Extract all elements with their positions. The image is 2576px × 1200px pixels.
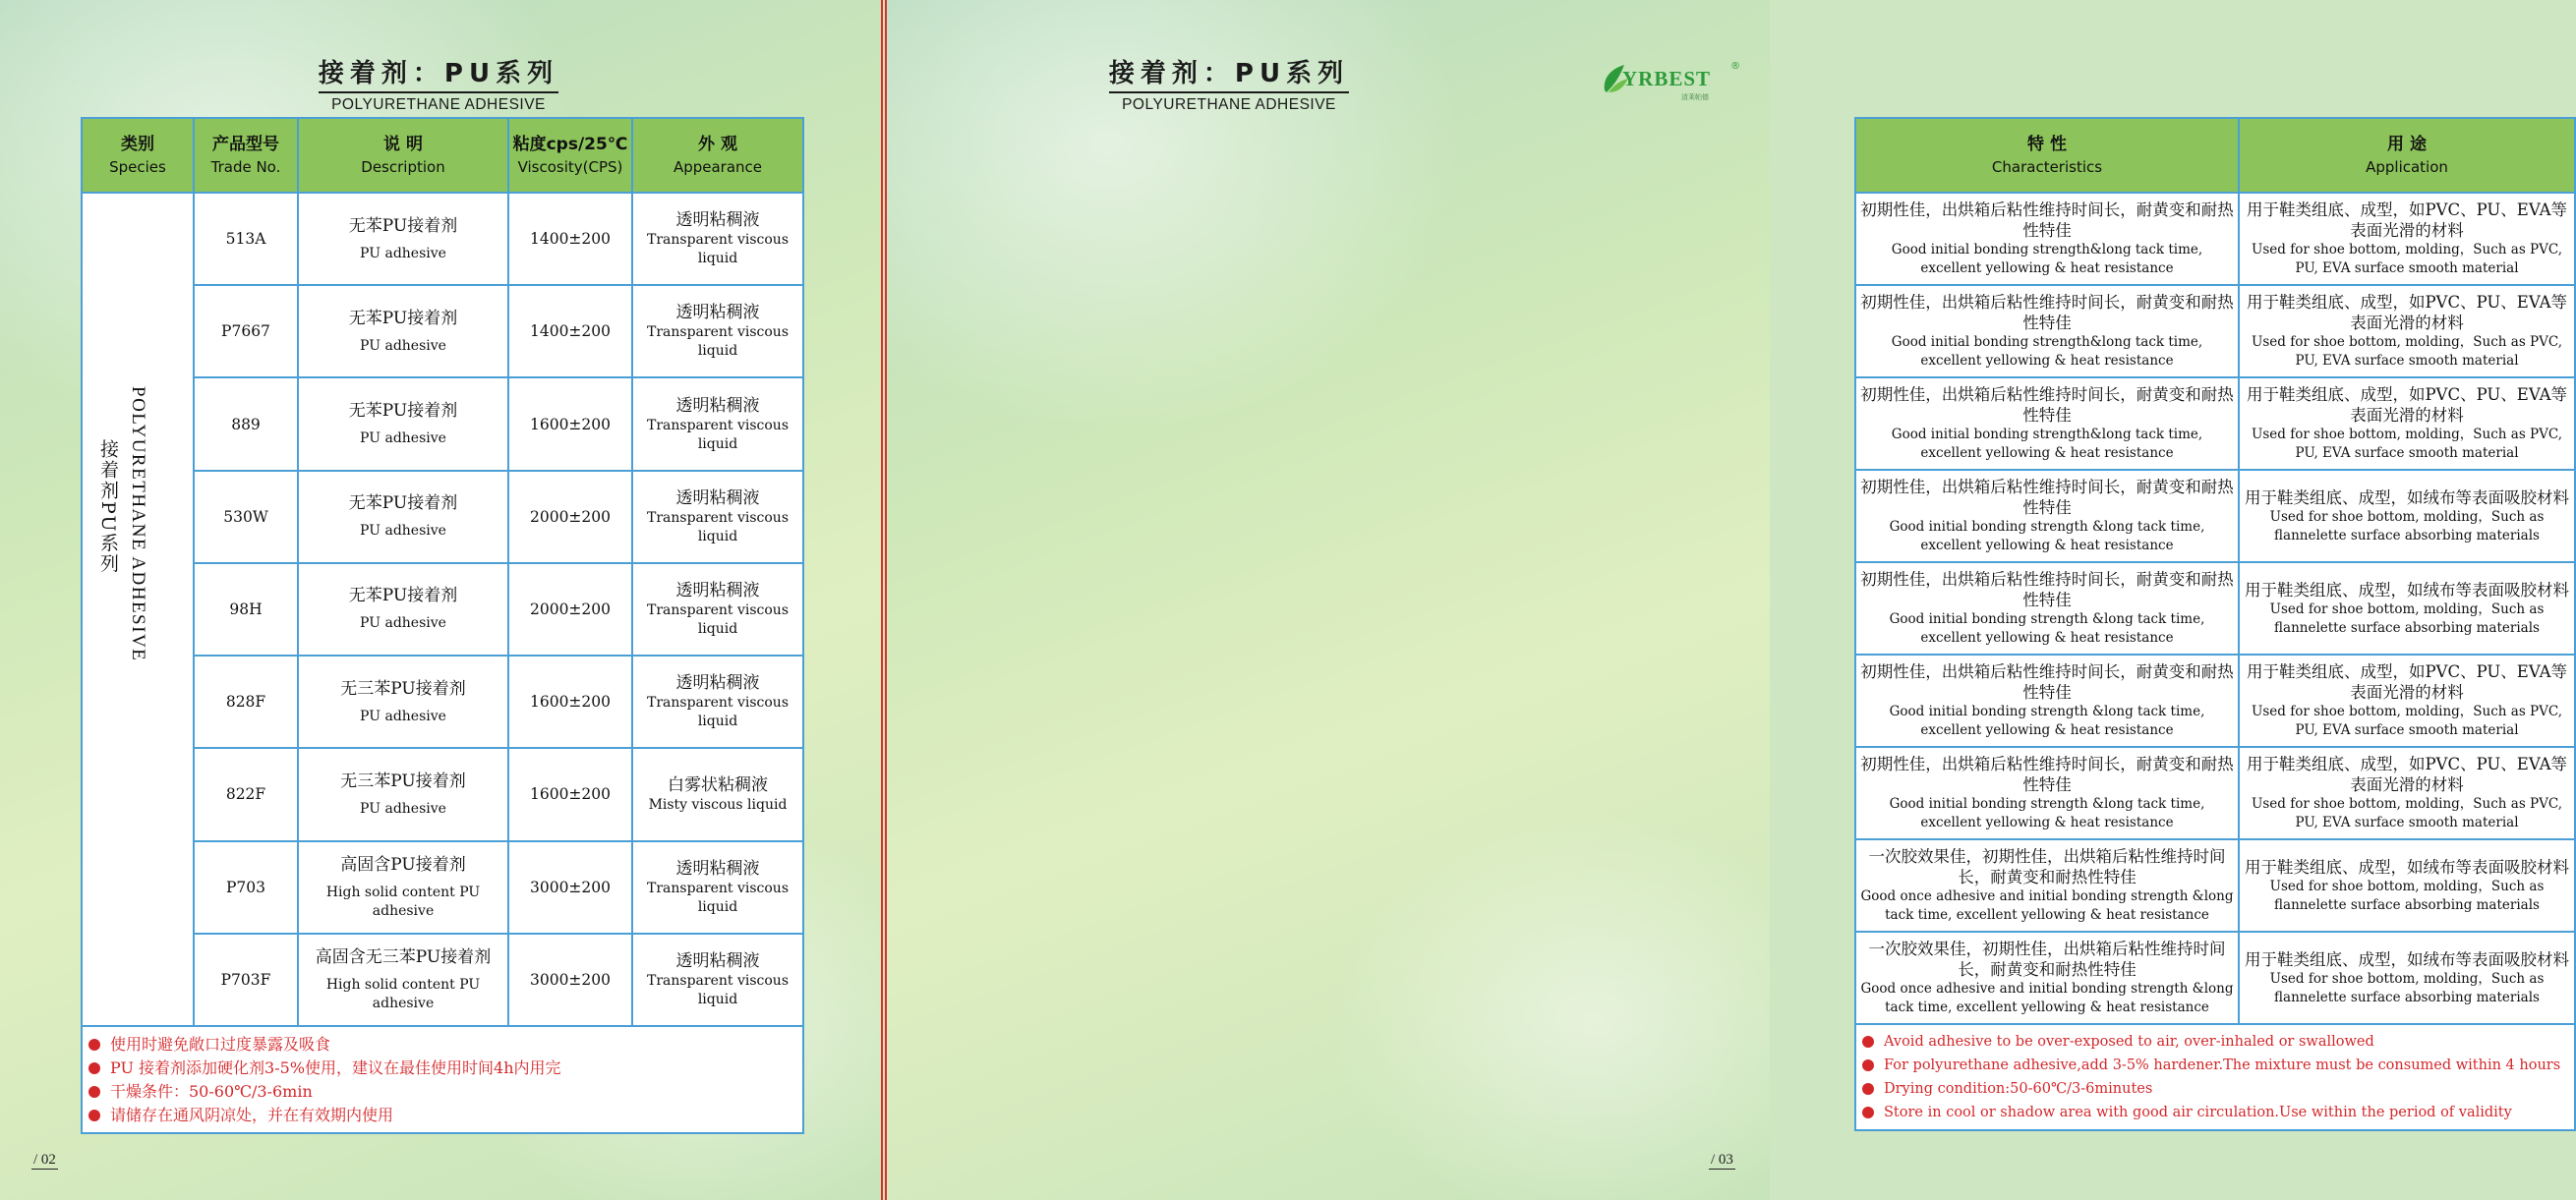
left-notes-row	[82, 1026, 803, 1133]
characteristics-cn: 初期性佳，出烘箱后粘性维持时间长，耐黄变和耐热性特佳	[1860, 385, 2234, 425]
description-cn: 无苯PU接着剂	[348, 493, 458, 514]
description-cell	[298, 193, 508, 285]
bullet-dot-icon	[1862, 1059, 1874, 1071]
bullet-dot-icon	[88, 1110, 100, 1121]
description-en: High solid content PU adhesive	[325, 976, 481, 1011]
application-cn: 用于鞋类组底、成型，如绒布等表面吸胶材料	[2245, 857, 2569, 877]
table-row	[1855, 562, 2575, 655]
application-cell	[2239, 470, 2575, 562]
characteristics-cell	[1855, 655, 2239, 747]
application-en: Used for shoe bottom, molding，Such as PVC, PU, EVA surface smooth material	[2251, 334, 2563, 369]
left-notes	[82, 1026, 803, 1133]
header-species	[82, 118, 194, 193]
appearance-cell	[632, 563, 803, 656]
header-application-cn: 用 途	[2387, 135, 2427, 154]
header-viscosity-en: Viscosity(CPS)	[517, 158, 623, 176]
table-row	[82, 193, 803, 285]
left-header-row	[82, 118, 803, 193]
header-viscosity-cn: 粘度cps/25℃	[512, 135, 628, 154]
appearance-cn: 透明粘稠液	[675, 950, 760, 971]
application-cn: 用于鞋类组底、成型，如绒布等表面吸胶材料	[2245, 580, 2569, 600]
description-cell	[298, 656, 508, 748]
right-note-text: Drying condition:50-60℃/3-6minutes	[1884, 1081, 2153, 1097]
appearance-en: Transparent viscous liquid	[647, 232, 789, 267]
application-en: Used for shoe bottom, molding，Such as PVC, PU, EVA surface smooth material	[2251, 427, 2563, 461]
description-cell	[298, 841, 508, 934]
appearance-en: Transparent viscous liquid	[647, 972, 789, 1007]
trade-no-cell: 889	[194, 377, 298, 470]
bullet-dot-icon	[1862, 1036, 1874, 1048]
application-cn: 用于鞋类组底、成型，如PVC、PU、EVA等表面光滑的材料	[2246, 755, 2568, 794]
trade-no-cell: P703F	[194, 934, 298, 1026]
bullet-dot-icon	[88, 1039, 100, 1051]
description-en: PU adhesive	[360, 708, 446, 724]
appearance-cell	[632, 471, 803, 563]
appearance-en: Transparent viscous liquid	[647, 601, 789, 637]
right-note-text: For polyurethane adhesive,add 3-5% hardener.The mixture must be consumed within 4 hours	[1884, 1057, 2561, 1073]
header-application	[2239, 118, 2575, 193]
characteristics-cell	[1855, 193, 2239, 285]
description-cn: 高固含PU接着剂	[340, 854, 466, 875]
appearance-en: Misty viscous liquid	[648, 796, 788, 813]
appearance-en: Transparent viscous liquid	[647, 880, 789, 915]
description-cell	[298, 748, 508, 840]
right-note-text: Store in cool or shadow area with good air circulation.Use within the period of validity	[1884, 1105, 2512, 1120]
characteristics-en: Good initial bonding strength &long tack time, excellent yellowing & heat resistance	[1889, 704, 2205, 738]
logo-subtext: 渣莱帕德	[1681, 93, 1709, 101]
right-note	[1862, 1054, 2568, 1077]
appearance-cn: 透明粘稠液	[675, 210, 760, 231]
header-characteristics-cn: 特 性	[2027, 135, 2067, 154]
header-appearance-en: Appearance	[673, 158, 763, 176]
trade-no-cell: 530W	[194, 471, 298, 563]
characteristics-cell	[1855, 839, 2239, 932]
characteristics-en: Good initial bonding strength&long tack time, excellent yellowing & heat resistance	[1891, 334, 2203, 369]
description-cell	[298, 934, 508, 1026]
characteristics-en: Good initial bonding strength &long tack time, excellent yellowing & heat resistance	[1889, 796, 2205, 830]
species-en: POLYURETHANE ADHESIVE	[128, 386, 148, 662]
trade-no-cell: P703	[194, 841, 298, 934]
bullet-dot-icon	[88, 1062, 100, 1074]
characteristics-cell	[1855, 932, 2239, 1024]
appearance-cell	[632, 656, 803, 748]
trade-no-cell: P7667	[194, 285, 298, 377]
logo-text: YRBEST	[1622, 67, 1712, 90]
table-row	[1855, 655, 2575, 747]
species-cn: 接着剂PU系列	[97, 439, 119, 575]
appearance-cell	[632, 748, 803, 840]
description-cn: 无苯PU接着剂	[348, 586, 458, 606]
description-en: PU adhesive	[360, 615, 446, 632]
characteristics-cn: 一次胶效果佳，初期性佳，出烘箱后粘性维持时间长，耐黄变和耐热性特佳	[1868, 940, 2226, 979]
left-page-number: / 02	[33, 1152, 56, 1168]
species-cell	[82, 193, 194, 1026]
right-notes-row	[1855, 1024, 2575, 1130]
right-title-block	[1101, 53, 1357, 114]
application-en: Used for shoe bottom, molding，Such as flannelette surface absorbing materials	[2269, 600, 2545, 636]
characteristics-cn: 初期性佳，出烘箱后粘性维持时间长，耐黄变和耐热性特佳	[1860, 293, 2234, 332]
table-row	[1855, 285, 2575, 377]
header-description	[298, 118, 508, 193]
species-inner	[83, 194, 193, 1025]
application-cell	[2239, 193, 2575, 285]
right-note	[1862, 1030, 2568, 1054]
characteristics-cn: 初期性佳，出烘箱后粘性维持时间长，耐黄变和耐热性特佳	[1860, 755, 2234, 794]
appearance-cn: 透明粘稠液	[675, 580, 760, 600]
description-cell	[298, 285, 508, 377]
right-note	[1862, 1077, 2568, 1101]
table-row	[1855, 839, 2575, 932]
appearance-en: Transparent viscous liquid	[647, 695, 789, 730]
header-appearance-cn: 外 观	[698, 135, 737, 154]
appearance-cell	[632, 193, 803, 285]
application-cn: 用于鞋类组底、成型，如PVC、PU、EVA等表面光滑的材料	[2246, 662, 2568, 702]
viscosity-cell: 1400±200	[508, 193, 632, 285]
application-en: Used for shoe bottom, molding，Such as flannelette surface absorbing materials	[2269, 508, 2545, 543]
application-cell	[2239, 747, 2575, 839]
left-note-text: 干燥条件：50-60℃/3-6min	[110, 1081, 313, 1101]
bullet-dot-icon	[88, 1086, 100, 1098]
logo-registered-mark: ®	[1730, 61, 1740, 72]
appearance-cn: 透明粘稠液	[675, 487, 760, 508]
table-row	[1855, 470, 2575, 562]
left-title-block	[311, 53, 566, 114]
appearance-cell	[632, 285, 803, 377]
appearance-cell	[632, 934, 803, 1026]
application-cn: 用于鞋类组底、成型，如PVC、PU、EVA等表面光滑的材料	[2246, 293, 2568, 332]
description-en: PU adhesive	[360, 523, 446, 540]
description-cell	[298, 563, 508, 656]
header-trade-no-cn: 产品型号	[212, 135, 279, 154]
viscosity-cell: 1600±200	[508, 656, 632, 748]
application-cell	[2239, 377, 2575, 470]
header-characteristics	[1855, 118, 2239, 193]
right-title-en: POLYURETHANE ADHESIVE	[1122, 96, 1336, 113]
header-species-cn: 类别	[121, 135, 154, 154]
left-note-text: 请储存在通风阴凉处，并在有效期内使用	[110, 1105, 394, 1124]
table-row	[1855, 377, 2575, 470]
description-cn: 无三苯PU接着剂	[340, 678, 466, 699]
viscosity-cell: 2000±200	[508, 563, 632, 656]
characteristics-en: Good initial bonding strength&long tack time, excellent yellowing & heat resistance	[1891, 427, 2203, 461]
right-header-row	[1855, 118, 2575, 193]
application-cn: 用于鞋类组底、成型，如绒布等表面吸胶材料	[2245, 949, 2569, 969]
description-cn: 无苯PU接着剂	[348, 308, 458, 328]
viscosity-cell: 2000±200	[508, 471, 632, 563]
appearance-cell	[632, 841, 803, 934]
trade-no-cell: 513A	[194, 193, 298, 285]
characteristics-cn: 初期性佳，出烘箱后粘性维持时间长，耐黄变和耐热性特佳	[1860, 200, 2234, 240]
header-description-en: Description	[361, 158, 445, 176]
appearance-cn: 白雾状粘稠液	[668, 774, 768, 795]
trade-no-cell: 822F	[194, 748, 298, 840]
application-cell	[2239, 839, 2575, 932]
right-note-text: Avoid adhesive to be over-exposed to air, over-inhaled or swallowed	[1884, 1034, 2374, 1050]
characteristics-cn: 初期性佳，出烘箱后粘性维持时间长，耐黄变和耐热性特佳	[1860, 478, 2234, 517]
trade-no-cell: 828F	[194, 656, 298, 748]
right-properties-table	[1854, 117, 2576, 1131]
description-cn: 高固含无三苯PU接着剂	[315, 946, 492, 967]
application-en: Used for shoe bottom, molding，Such as PVC, PU, EVA surface smooth material	[2251, 242, 2563, 276]
application-en: Used for shoe bottom, molding，Such as flannelette surface absorbing materials	[2269, 878, 2545, 913]
header-trade-no	[194, 118, 298, 193]
application-en: Used for shoe bottom, molding，Such as PVC, PU, EVA surface smooth material	[2251, 796, 2563, 830]
right-page-number: / 03	[1711, 1152, 1733, 1168]
trade-no-cell: 98H	[194, 563, 298, 656]
viscosity-cell: 3000±200	[508, 934, 632, 1026]
description-cn: 无苯PU接着剂	[348, 401, 458, 422]
left-note	[88, 1080, 796, 1104]
table-row	[1855, 193, 2575, 285]
characteristics-cn: 初期性佳，出烘箱后粘性维持时间长，耐黄变和耐热性特佳	[1860, 662, 2234, 702]
viscosity-cell: 3000±200	[508, 841, 632, 934]
header-species-en: Species	[109, 158, 166, 176]
description-cell	[298, 471, 508, 563]
description-en: PU adhesive	[360, 337, 446, 354]
application-en: Used for shoe bottom, molding，Such as PVC, PU, EVA surface smooth material	[2251, 704, 2563, 738]
table-row	[1855, 747, 2575, 839]
description-en: High solid content PU adhesive	[325, 884, 481, 919]
appearance-cn: 透明粘稠液	[675, 673, 760, 694]
characteristics-en: Good initial bonding strength &long tack time, excellent yellowing & heat resistance	[1889, 611, 2205, 646]
appearance-cn: 透明粘稠液	[675, 395, 760, 416]
application-cell	[2239, 655, 2575, 747]
characteristics-cn: 一次胶效果佳，初期性佳，出烘箱后粘性维持时间长，耐黄变和耐热性特佳	[1868, 847, 2226, 886]
right-note	[1862, 1101, 2568, 1124]
characteristics-cell	[1855, 470, 2239, 562]
characteristics-cell	[1855, 285, 2239, 377]
description-cell	[298, 377, 508, 470]
application-cn: 用于鞋类组底、成型，如PVC、PU、EVA等表面光滑的材料	[2246, 385, 2568, 425]
brand-logo	[1601, 57, 1738, 104]
left-note	[88, 1057, 796, 1080]
left-note	[88, 1104, 796, 1127]
left-note	[88, 1033, 796, 1057]
viscosity-cell: 1400±200	[508, 285, 632, 377]
characteristics-cn: 初期性佳，出烘箱后粘性维持时间长，耐黄变和耐热性特佳	[1860, 570, 2234, 609]
application-cell	[2239, 562, 2575, 655]
appearance-cell	[632, 377, 803, 470]
description-en: PU adhesive	[360, 800, 446, 817]
right-notes	[1855, 1024, 2575, 1130]
bullet-dot-icon	[1862, 1083, 1874, 1095]
left-title-cn: 接着剂：PU系列	[319, 53, 558, 93]
header-viscosity	[508, 118, 632, 193]
header-appearance	[632, 118, 803, 193]
characteristics-cell	[1855, 747, 2239, 839]
description-cn: 无苯PU接着剂	[348, 215, 458, 236]
appearance-cn: 透明粘稠液	[675, 858, 760, 879]
application-cn: 用于鞋类组底、成型，如PVC、PU、EVA等表面光滑的材料	[2246, 200, 2568, 240]
header-description-cn: 说 明	[383, 135, 423, 154]
description-cn: 无三苯PU接着剂	[340, 771, 466, 791]
left-product-table	[81, 117, 804, 1134]
application-cn: 用于鞋类组底、成型，如绒布等表面吸胶材料	[2245, 487, 2569, 507]
header-application-en: Application	[2366, 158, 2448, 176]
left-page	[0, 0, 883, 1200]
viscosity-cell: 1600±200	[508, 748, 632, 840]
application-cell	[2239, 932, 2575, 1024]
appearance-en: Transparent viscous liquid	[647, 324, 789, 360]
appearance-en: Transparent viscous liquid	[647, 417, 789, 452]
bullet-dot-icon	[1862, 1107, 1874, 1118]
characteristics-cell	[1855, 377, 2239, 470]
appearance-cn: 透明粘稠液	[675, 303, 760, 323]
characteristics-en: Good initial bonding strength &long tack time, excellent yellowing & heat resistance	[1889, 519, 2205, 553]
left-note-text: 使用时避免敞口过度暴露及吸食	[110, 1034, 331, 1054]
appearance-en: Transparent viscous liquid	[647, 509, 789, 544]
right-title-cn: 接着剂：PU系列	[1109, 53, 1349, 93]
description-en: PU adhesive	[360, 430, 446, 447]
right-page	[885, 0, 2569, 1200]
application-cell	[2239, 285, 2575, 377]
characteristics-cell	[1855, 562, 2239, 655]
viscosity-cell: 1600±200	[508, 377, 632, 470]
application-en: Used for shoe bottom, molding，Such as flannelette surface absorbing materials	[2269, 970, 2545, 1005]
characteristics-en: Good initial bonding strength&long tack time, excellent yellowing & heat resistance	[1891, 242, 2203, 276]
description-en: PU adhesive	[360, 245, 446, 261]
characteristics-en: Good once adhesive and initial bonding strength &long tack time, excellent yellowing & heat resistance	[1860, 981, 2234, 1015]
left-title-en: POLYURETHANE ADHESIVE	[331, 96, 546, 113]
table-row	[1855, 932, 2575, 1024]
characteristics-en: Good once adhesive and initial bonding strength &long tack time, excellent yellowing & heat resistance	[1860, 888, 2234, 923]
left-note-text: PU 接着剂添加硬化剂3-5%使用，建议在最佳使用时间4h内用完	[110, 1057, 561, 1077]
header-trade-no-en: Trade No.	[210, 158, 281, 176]
header-characteristics-en: Characteristics	[1991, 158, 2103, 176]
